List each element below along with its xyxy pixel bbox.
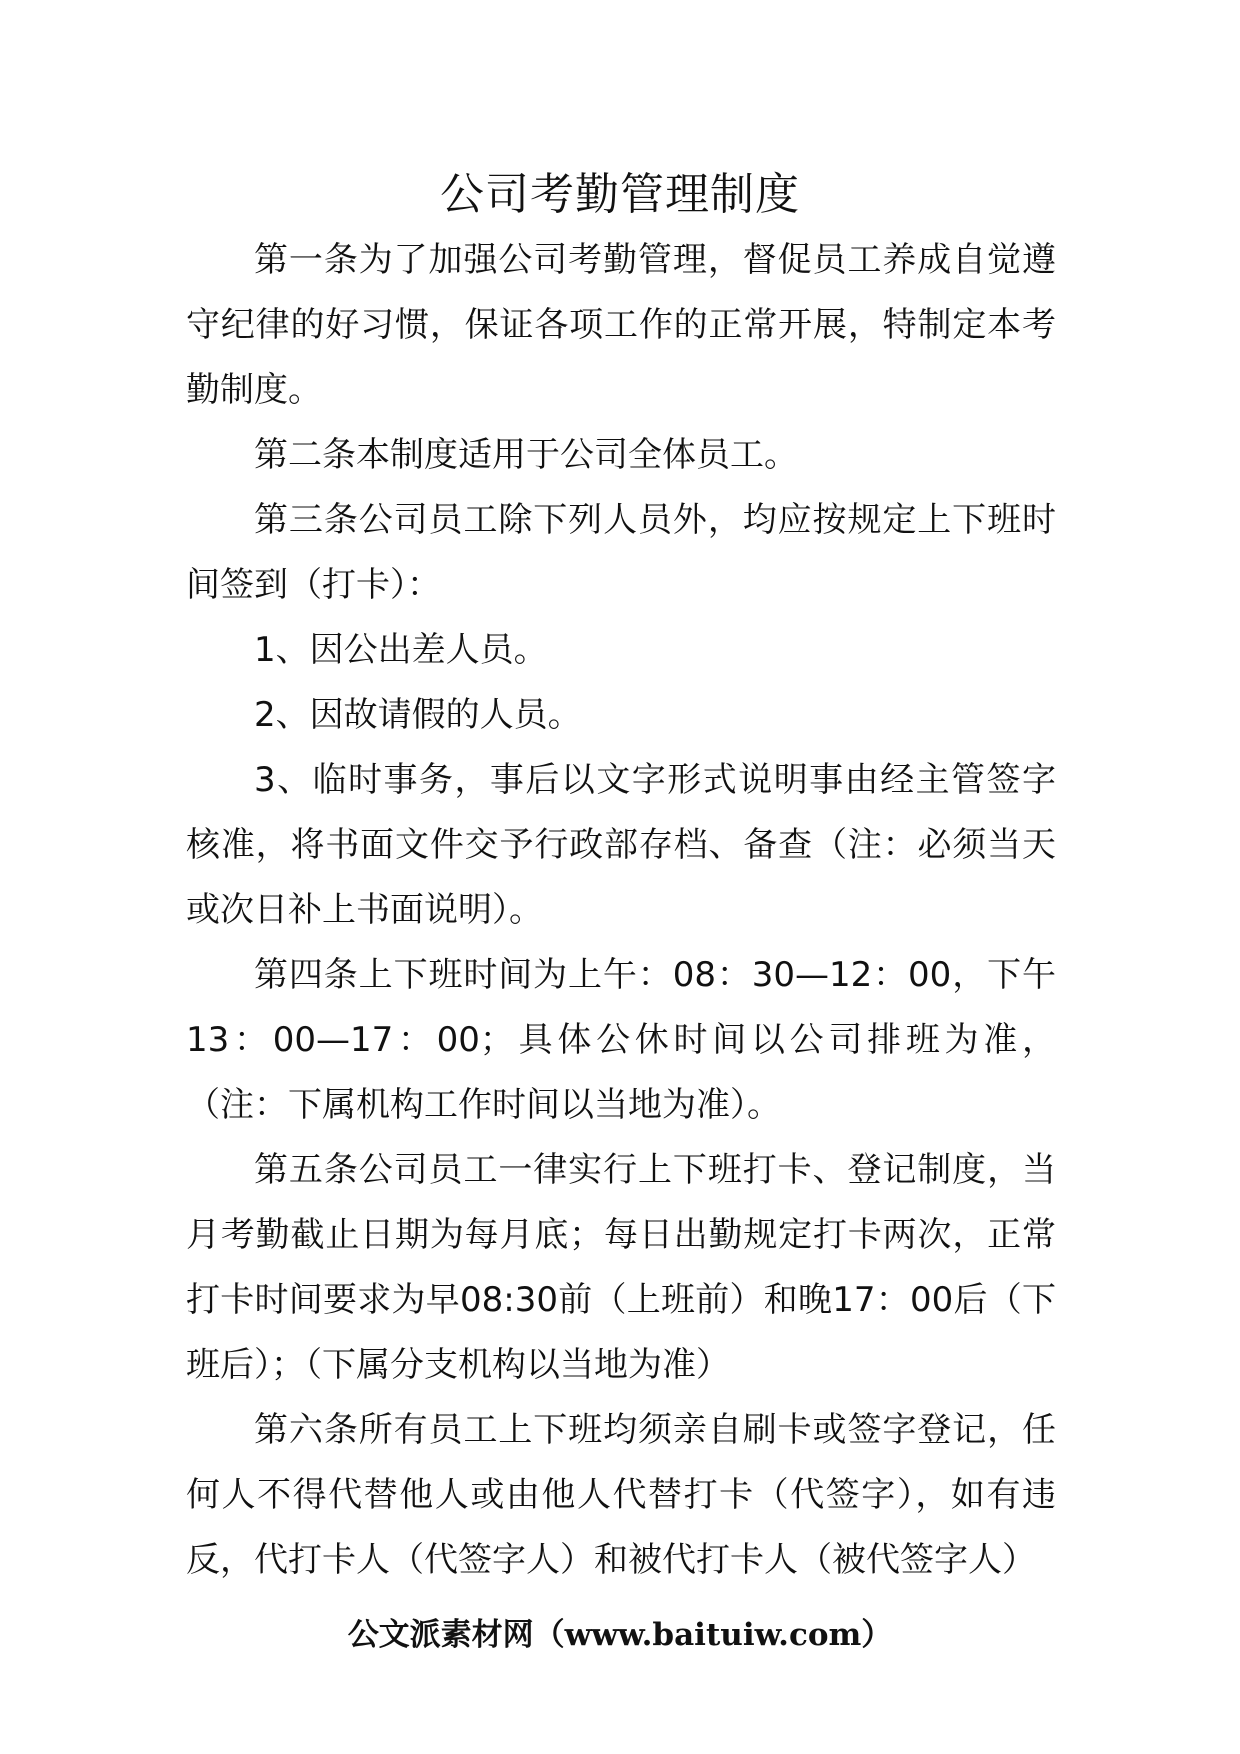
footer-watermark: 公文派素材网（www.baituiw.com） bbox=[347, 1617, 893, 1653]
list-item-3: 3、临时事务，事后以文字形式说明事由经主管签字核准，将书面文件交予行政部存档、备查（注：必须当天或次日补上书面说明）。 bbox=[186, 760, 1056, 930]
paragraph-article-5: 第五条公司员工一律实行上下班打卡、登记制度，当月考勤截止日期为每月底；每日出勤规定打卡两次，正常打卡时间要求为早08:30前（上班前）和晚17：00后（下班后）；（下属分支机构以当地为准） bbox=[186, 1150, 1056, 1385]
paragraph-article-1: 第一条为了加强公司考勤管理，督促员工养成自觉遵守纪律的好习惯，保证各项工作的正常开展，特制定本考勤制度。 bbox=[186, 240, 1056, 410]
paragraph-article-4: 第四条上下班时间为上午：08：30—12：00，下午13：00—17：00；具体公休时间以公司排班为准，（注：下属机构工作时间以当地为准）。 bbox=[186, 955, 1056, 1125]
list-item-1: 1、因公出差人员。 bbox=[254, 630, 548, 670]
paragraph-article-3: 第三条公司员工除下列人员外，均应按规定上下班时间签到（打卡）： bbox=[186, 500, 1056, 605]
list-item-2: 2、因故请假的人员。 bbox=[254, 695, 582, 735]
document-title: 公司考勤管理制度 bbox=[440, 169, 800, 220]
document-body bbox=[186, 228, 1056, 1593]
paragraph-article-2: 第二条本制度适用于公司全体员工。 bbox=[254, 435, 798, 475]
paragraph-article-6: 第六条所有员工上下班均须亲自刷卡或签字登记，任何人不得代替他人或由他人代替打卡（代签字），如有违反，代打卡人（代签字人）和被代打卡人（被代签字人） bbox=[186, 1410, 1056, 1580]
